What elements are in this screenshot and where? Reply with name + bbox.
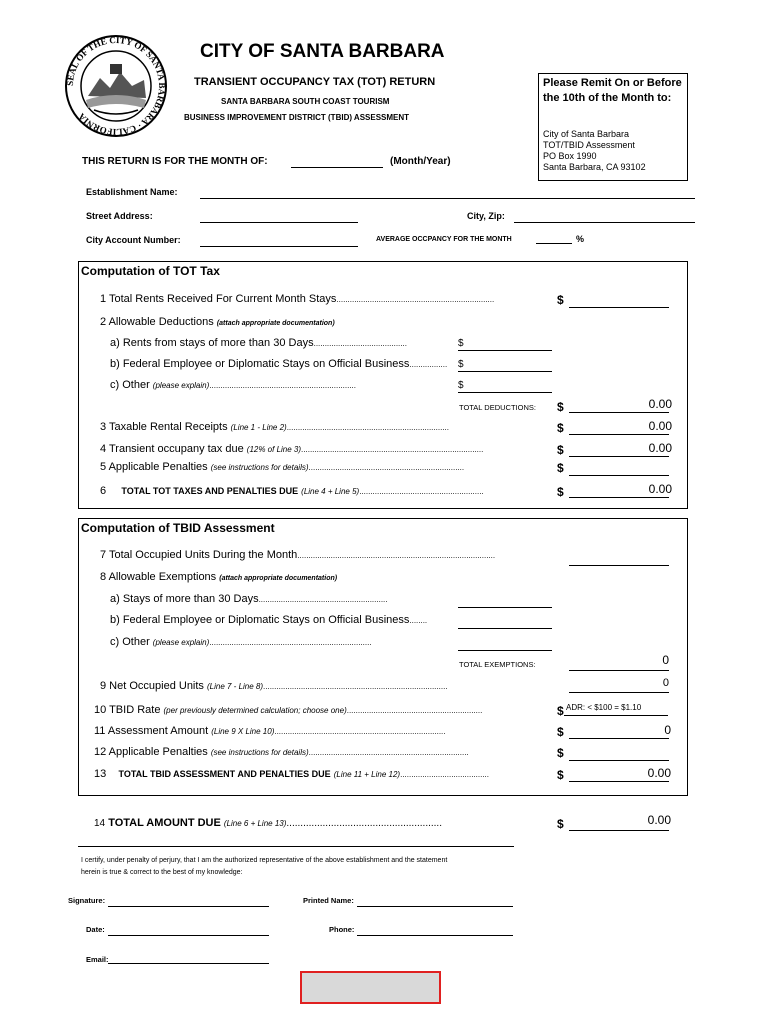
tot-line-2c: c) Other (please explain)..................................................................	[110, 379, 356, 391]
tot-line-6: 6 TOTAL TOT TAXES AND PENALTIES DUE (Line 4 + Line 5)........................................................	[100, 485, 484, 497]
tbid-line-13-number: 13	[94, 768, 107, 780]
tbid-line-12-label: 12 Applicable Penalties	[94, 746, 208, 758]
certify-line-2: herein is true & correct to the best of my knowledge:	[81, 869, 243, 876]
tot-line-2c-note: (please explain)	[152, 381, 210, 390]
remit-address	[543, 129, 646, 173]
tot-line-2c-input[interactable]	[458, 392, 552, 393]
tot-line-2b-label: b) Federal Employee or Diplomatic Stays on Official Business	[110, 358, 410, 370]
tot-line-4-underline	[569, 456, 669, 457]
city-zip-input[interactable]	[514, 222, 695, 223]
tbid-rate-value: ADR: < $100 = $1.10	[566, 703, 642, 712]
tot-line-5-label: 5 Applicable Penalties	[100, 461, 208, 473]
tot-line-2b-input[interactable]	[458, 371, 552, 372]
tbid-line-8	[100, 571, 337, 583]
tot-line-5: 5 Applicable Penalties (see instructions for details)......................................................................	[100, 461, 465, 473]
account-number-input[interactable]	[200, 246, 358, 247]
tot-line-3-note: (Line 1 - Line 2)	[230, 423, 287, 432]
tbid-line-8a-label: a) Stays of more than 30 Days	[110, 593, 259, 605]
tbid-line-11: 11 Assessment Amount (Line 9 X Line 10).............................................................................	[94, 725, 446, 737]
establishment-name-input[interactable]	[200, 198, 695, 199]
tot-line-6-label: TOTAL TOT TAXES AND PENALTIES DUE	[121, 486, 299, 496]
tbid-line-7-input[interactable]	[569, 565, 669, 566]
total-exemptions-label: TOTAL EXEMPTIONS:	[459, 660, 536, 669]
total-note: (Line 6 + Line 13)	[223, 819, 287, 828]
city-title: CITY OF SANTA BARBARA	[200, 41, 445, 62]
tot-line-5-note: (see instructions for details)	[210, 463, 309, 472]
date-input[interactable]	[108, 935, 269, 936]
tbid-line-8-note: (attach appropriate documentation)	[219, 575, 338, 582]
total-underline	[569, 830, 669, 831]
tot-line-1-dollar: $	[557, 293, 564, 307]
month-input[interactable]	[291, 167, 383, 168]
submit-button[interactable]	[300, 971, 441, 1004]
occupancy-input[interactable]	[536, 243, 572, 244]
tot-line-2a-dollar: $	[458, 338, 464, 349]
tbid-line-7-label: 7 Total Occupied Units During the Month	[100, 549, 298, 561]
tbid-line-12-dollar: $	[557, 746, 564, 760]
signature-input[interactable]	[108, 906, 269, 907]
tot-line-3: 3 Taxable Rental Receipts (Line 1 - Line 2).........................................................................	[100, 421, 449, 433]
tot-line-3-label: 3 Taxable Rental Receipts	[100, 421, 228, 433]
tbid-line-9-note: (Line 7 - Line 8)	[207, 682, 264, 691]
tbid-line-8-label: 8 Allowable Exemptions	[100, 571, 217, 583]
tot-line-2-note: (attach appropriate documentation)	[216, 320, 335, 327]
street-address-input[interactable]	[200, 222, 358, 223]
tbid-rate-select[interactable]	[564, 701, 668, 716]
remit-line: City of Santa Barbara	[543, 129, 630, 139]
date-label: Date:	[86, 925, 105, 934]
remit-heading: Please Remit On or Before the 10th of the Month to:	[543, 77, 682, 104]
account-number-label: City Account Number:	[86, 235, 181, 245]
tot-line-2a: a) Rents from stays of more than 30 Days..........................................	[110, 337, 407, 349]
signature-label: Signature:	[68, 896, 106, 905]
total-exemptions-value[interactable]: 0	[662, 653, 669, 667]
tot-line-6-note: (Line 4 + Line 5)	[301, 487, 360, 496]
total-dollar: $	[557, 817, 564, 831]
establishment-name-label: Establishment Name:	[86, 187, 178, 197]
tbid-line-10-note: (per previously determined calculation; choose one)	[163, 706, 347, 715]
tot-line-4-label: 4 Transient occupany tax due	[100, 443, 244, 455]
remit-line: Santa Barbara, CA 93102	[543, 162, 646, 172]
form-title: TRANSIENT OCCUPANCY TAX (TOT) RETURN	[194, 76, 436, 88]
tbid-line-9-label: 9 Net Occupied Units	[100, 680, 204, 692]
tot-line-3-underline	[569, 434, 669, 435]
tot-line-2c-label: c) Other	[110, 379, 150, 391]
tbid-line-10: 10 TBID Rate (per previously determined calculation; choose one).............................................................	[94, 704, 483, 716]
tot-line-2b: b) Federal Employee or Diplomatic Stays on Official Business.................	[110, 358, 448, 370]
street-address-label: Street Address:	[86, 211, 153, 221]
tot-line-4-value[interactable]: 0.00	[648, 441, 672, 455]
certify-rule	[78, 846, 514, 847]
tbid-line-13-note: (Line 11 + Line 12)	[333, 770, 401, 779]
occupancy-label: AVERAGE OCCPANCY FOR THE MONTH	[376, 236, 512, 243]
tot-line-4: 4 Transient occupany tax due (12% of Line 3)..................................................................................	[100, 443, 484, 455]
tbid-line-11-value[interactable]: 0	[664, 723, 671, 737]
total-deductions-dollar: $	[557, 400, 564, 414]
tot-line-5-dollar: $	[557, 461, 564, 475]
tot-line-2-label: 2 Allowable Deductions	[100, 316, 214, 328]
tot-line-6-number: 6	[100, 485, 107, 497]
total-value[interactable]: 0.00	[647, 813, 671, 827]
tbid-line-11-note: (Line 9 X Line 10)	[211, 727, 275, 736]
total-label: TOTAL AMOUNT DUE	[108, 817, 221, 829]
form-subtitle-2: BUSINESS IMPROVEMENT DISTRICT (TBID) ASSESSMENT	[184, 113, 410, 122]
tot-line-6-underline	[569, 497, 669, 498]
tot-line-1: 1 Total Rents Received For Current Month Stays.......................................................................	[100, 293, 495, 305]
tbid-line-8a-input[interactable]	[458, 607, 552, 608]
tbid-line-9-underline	[569, 692, 669, 693]
certify-line-1: I certify, under penalty of perjury, that I am the authorized representative of the above establishment and the statement	[81, 857, 448, 864]
tbid-line-8b-label: b) Federal Employee or Diplomatic Stays on Official Business	[110, 614, 410, 626]
tot-line-5-input[interactable]	[569, 475, 669, 476]
tot-line-3-dollar: $	[557, 421, 564, 435]
phone-label: Phone:	[329, 925, 355, 934]
tbid-line-8c: c) Other (please explain).........................................................................	[110, 636, 372, 648]
tot-line-2a-label: a) Rents from stays of more than 30 Days	[110, 337, 314, 349]
tbid-line-10-dollar: $	[557, 704, 564, 718]
tbid-heading: Computation of TBID Assessment	[81, 521, 275, 535]
total-amount-due: 14 TOTAL AMOUNT DUE (Line 6 + Line 13)........................................................	[94, 817, 442, 829]
tbid-line-7: 7 Total Occupied Units During the Month.........................................................................................	[100, 549, 496, 561]
tot-line-4-note: (12% of Line 3)	[246, 445, 302, 454]
phone-input[interactable]	[357, 935, 513, 936]
tbid-line-12-note: (see instructions for details)	[210, 748, 309, 757]
month-label: THIS RETURN IS FOR THE MONTH OF:	[82, 156, 268, 167]
tbid-line-13-label: TOTAL TBID ASSESSMENT AND PENALTIES DUE	[118, 769, 331, 779]
tot-line-4-dollar: $	[557, 443, 564, 457]
tbid-line-9-value[interactable]: 0	[662, 677, 669, 689]
tbid-line-8c-note: (please explain)	[152, 638, 210, 647]
total-deductions-underline	[569, 412, 669, 413]
tbid-line-12-input[interactable]	[569, 760, 669, 761]
tot-line-1-label: 1 Total Rents Received For Current Month Stays	[100, 293, 337, 305]
remit-line: TOT/TBID Assessment	[543, 140, 635, 150]
tot-heading: Computation of TOT Tax	[81, 264, 220, 278]
total-exemptions-underline	[569, 670, 669, 671]
email-input[interactable]	[108, 963, 269, 964]
occupancy-unit: %	[576, 234, 585, 244]
total-deductions-label: TOTAL DEDUCTIONS:	[459, 403, 536, 412]
tbid-line-11-dollar: $	[557, 725, 564, 739]
city-zip-label: City, Zip:	[467, 211, 505, 221]
remit-line: PO Box 1990	[543, 151, 597, 161]
tbid-line-8c-label: c) Other	[110, 636, 150, 648]
tbid-line-12: 12 Applicable Penalties (see instructions for details)........................................................................	[94, 746, 469, 758]
tbid-line-8b-input[interactable]	[458, 628, 552, 629]
tbid-line-8c-input[interactable]	[458, 650, 552, 651]
tot-line-6-dollar: $	[557, 485, 564, 499]
tot-line-6-value[interactable]: 0.00	[648, 482, 672, 496]
printed-name-input[interactable]	[357, 906, 513, 907]
total-number: 14	[94, 818, 106, 829]
tot-line-3-value[interactable]: 0.00	[648, 419, 672, 433]
tbid-line-13: 13 TOTAL TBID ASSESSMENT AND PENALTIES DUE (Line 11 + Line 12)........................................	[94, 768, 489, 780]
tbid-line-11-underline	[569, 738, 669, 739]
tbid-line-13-value[interactable]: 0.00	[647, 766, 671, 780]
seal-icon	[64, 34, 168, 138]
tot-line-2a-input[interactable]	[458, 350, 552, 351]
tbid-line-8b: b) Federal Employee or Diplomatic Stays on Official Business........	[110, 614, 428, 626]
email-label: Email:	[86, 955, 109, 964]
tbid-line-8a: a) Stays of more than 30 Days..........................................................	[110, 593, 388, 605]
tbid-line-9: 9 Net Occupied Units (Line 7 - Line 8)...................................................................................	[100, 680, 448, 692]
month-suffix: (Month/Year)	[390, 156, 451, 167]
printed-name-label: Printed Name:	[303, 896, 354, 905]
tbid-line-10-label: 10 TBID Rate	[94, 704, 161, 716]
tot-line-2b-dollar: $	[458, 359, 464, 370]
tot-line-1-input[interactable]	[569, 307, 669, 308]
remit-box	[538, 73, 688, 181]
city-seal	[64, 34, 168, 138]
form-subtitle-1: SANTA BARBARA SOUTH COAST TOURISM	[221, 97, 390, 106]
seal-text: SEAL OF THE CITY OF SANTA BARBARA · CALIFORNIA	[64, 34, 168, 138]
total-deductions-value[interactable]: 0.00	[648, 397, 672, 411]
tot-line-2	[100, 316, 335, 328]
tot-line-2c-dollar: $	[458, 380, 464, 391]
tbid-line-13-dollar: $	[557, 768, 564, 782]
tbid-line-13-underline	[569, 781, 669, 782]
tbid-line-11-label: 11 Assessment Amount	[94, 725, 209, 737]
